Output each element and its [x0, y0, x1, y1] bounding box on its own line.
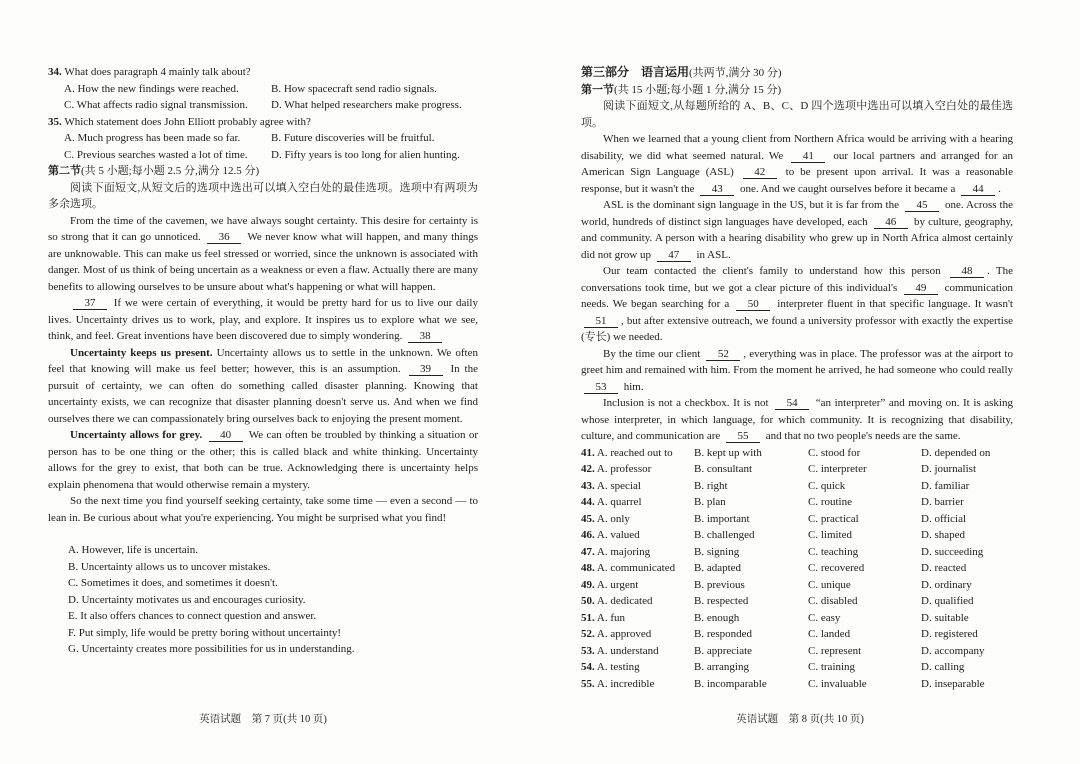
- option-cell: [921, 527, 1013, 544]
- option-cell: [581, 643, 694, 660]
- option-row: [581, 610, 1013, 627]
- option-cell: [694, 593, 808, 610]
- question-text: What does paragraph 4 mainly talk about?: [64, 66, 251, 78]
- part-title: 第三部分 语言运用: [581, 65, 690, 79]
- option-a: A. understand: [596, 644, 659, 657]
- question-text: Which statement does John Elliott probably agree with?: [64, 115, 311, 128]
- answer-blank: 50: [736, 298, 770, 311]
- option-cell: [921, 544, 1013, 561]
- option-cell: [694, 676, 808, 693]
- option-row: [581, 544, 1013, 561]
- part-3-heading: [581, 64, 1013, 82]
- option-cell: [921, 478, 1013, 495]
- option-a: A. professor: [596, 463, 652, 475]
- text-segment: “an interpreter” and moving on. It is asking whose interpreter, in which language, for which community. It is recognizing that disability, culture, and communication are: [581, 397, 1013, 442]
- page-8: [581, 64, 1013, 692]
- choice-a: A. However, life is uncertain.: [68, 544, 198, 556]
- option-b: B. responded: [694, 628, 753, 640]
- answer-blank: 44: [961, 183, 995, 196]
- text-segment: one. And we caught ourselves before it became a: [737, 182, 959, 195]
- option-cell: [581, 478, 694, 495]
- option-a: A. dedicated: [596, 595, 653, 607]
- text-segment: to be present upon arrival. It was a reasonable response, but it wasn't the: [581, 166, 1013, 195]
- option-d: D. barrier: [921, 496, 964, 508]
- section-2-heading: [48, 163, 478, 180]
- option-c: C. represent: [808, 644, 862, 657]
- answer-blank: 41: [791, 150, 825, 163]
- option-c: C. invaluable: [808, 677, 867, 690]
- question-number: 34.: [48, 66, 62, 78]
- option-d: D. succeeding: [921, 545, 984, 558]
- option-b: B. consultant: [694, 463, 753, 475]
- option-b: B. incomparable: [694, 677, 767, 690]
- option-row: [581, 676, 1013, 693]
- section-title: 第二节: [48, 165, 81, 177]
- option-a: A. urgent: [596, 578, 639, 591]
- option-a: A. approved: [596, 628, 652, 640]
- option-d: D. ordinary: [921, 578, 972, 591]
- section-detail: (共 15 小题;每小题 1 分,满分 15 分): [614, 83, 782, 96]
- option-a: A. How the new findings were reached.: [64, 82, 239, 95]
- text-segment: communication needs. We began searching for a: [581, 281, 1013, 310]
- option-d: D. official: [921, 512, 967, 525]
- option-b: B. important: [694, 512, 750, 525]
- option-a: A. majoring: [596, 545, 651, 558]
- option-cell: [808, 610, 921, 627]
- section-instruction: 阅读下面短文,从短文后的选项中选出可以填入空白处的最佳选项。选项中有两项为多余选项。: [48, 181, 478, 210]
- bold-lead: Uncertainty allows for grey.: [70, 429, 203, 441]
- option-c: C. routine: [808, 496, 852, 508]
- option-cell: [808, 643, 921, 660]
- option-b: B. plan: [694, 496, 726, 508]
- option-cell: [581, 610, 694, 627]
- option-cell: [694, 527, 808, 544]
- option-b: B. How spacecraft send radio signals.: [271, 82, 437, 95]
- question-number: 54.: [581, 661, 595, 673]
- option-row: [581, 527, 1013, 544]
- option-cell: [694, 445, 808, 462]
- paragraph: [581, 197, 1013, 263]
- option-cell: [808, 544, 921, 561]
- question-35: [48, 114, 478, 164]
- option-cell: [581, 659, 694, 676]
- question-number: 43.: [581, 479, 595, 492]
- answer-blank: 47: [657, 249, 691, 262]
- option-d: D. calling: [921, 661, 965, 673]
- option-cell: [694, 461, 808, 478]
- option-d: D. registered: [921, 628, 978, 640]
- option-row: [581, 577, 1013, 594]
- option-c: C. landed: [808, 628, 851, 640]
- option-cell: [921, 494, 1013, 511]
- option-cell: [694, 478, 808, 495]
- option-row: [581, 445, 1013, 462]
- option-d: D. familiar: [921, 479, 970, 492]
- choice-b: B. Uncertainty allows us to uncover mistakes.: [68, 560, 271, 573]
- answer-blank: 45: [905, 199, 939, 212]
- question-number: 52.: [581, 628, 595, 640]
- text-segment: by culture, geography, and community. A person with a hearing disability who grew up in North Africa almost certainly did not grow up: [581, 215, 1013, 261]
- text-segment: in ASL.: [693, 248, 731, 261]
- option-a: A. Much progress has been made so far.: [64, 132, 241, 144]
- option-cell: [921, 461, 1013, 478]
- choice-d: D. Uncertainty motivates us and encourages curiosity.: [68, 593, 306, 606]
- option-c: C. easy: [808, 611, 841, 624]
- option-cell: [581, 593, 694, 610]
- answer-blank: 39: [409, 363, 443, 376]
- answer-blank: 48: [950, 265, 984, 278]
- text-segment: our local partners and arranged for an American Sign Language (ASL): [581, 149, 1013, 178]
- option-cell: [808, 560, 921, 577]
- option-d: D. Fifty years is too long for alien hunting.: [271, 148, 460, 161]
- text-segment: [202, 429, 205, 441]
- paragraph: [48, 345, 478, 428]
- option-a: A. quarrel: [596, 496, 642, 508]
- bold-lead: Uncertainty keeps us present.: [70, 346, 213, 359]
- answer-blank: 40: [209, 429, 243, 442]
- choice-list: [48, 542, 478, 658]
- option-b: B. respected: [694, 595, 749, 607]
- page-7: [48, 64, 478, 658]
- text-segment: In the pursuit of certainty, we can often do something called disaster planning. Knowing that uncertainty exists, we can recognize that disaster planning doesn't serve us. And when we find ourselves there we can compassionately bring ourselves back to enjoying the present moment.: [48, 363, 478, 425]
- question-number: 55.: [581, 677, 595, 690]
- text-segment: From the time of the cavemen, we have always sought certainty. This desire for certainty is so strong that it can go unnoticed.: [48, 214, 478, 243]
- question-number: 51.: [581, 611, 595, 624]
- paragraph: [581, 395, 1013, 445]
- option-c: C. interpreter: [808, 463, 867, 475]
- text-segment: We never know what will happen, and many things are unknowable. This can make us feel stressed or worried, since the unknown is associated with danger. Most of us think of being uncertain as a weakness or even a flaw. Actually there are many benefits to allowing ourselves to be unsure about what's happening or what will happen.: [48, 231, 479, 293]
- choice-e: E. It also offers chances to connect question and answer.: [68, 610, 317, 622]
- text-segment: If we were certain of everything, it would be pretty hard for us to live our daily lives. Uncertainty drives us to work, play, and explore. It inspires us to explore what we see, think, and feel. Great inventions have been discovered due to simply wondering.: [48, 297, 478, 342]
- option-a: A. only: [596, 512, 630, 525]
- text-segment: Our team contacted the client's family to understand how this person: [603, 265, 948, 277]
- option-b: B. arranging: [694, 661, 749, 673]
- question-number: 35.: [48, 115, 62, 128]
- section-instruction: 阅读下面短文,从每题所给的 A、B、C、D 四个选项中选出可以填入空白处的最佳选项。: [581, 100, 1013, 129]
- answer-blank: 51: [584, 315, 618, 328]
- section-detail: (共 5 小题;每小题 2.5 分,满分 12.5 分): [81, 165, 260, 177]
- answer-blank: 46: [874, 216, 908, 229]
- question-number: 49.: [581, 578, 595, 591]
- option-c: C. training: [808, 661, 856, 673]
- part-detail: (共两节,满分 30 分): [689, 67, 782, 79]
- paragraph: [581, 131, 1013, 197]
- option-a: A. testing: [596, 661, 640, 673]
- option-cell: [694, 659, 808, 676]
- option-row: [581, 494, 1013, 511]
- option-d: D. qualified: [921, 595, 974, 607]
- passage: [48, 213, 478, 527]
- option-cell: [921, 643, 1013, 660]
- option-b: B. signing: [694, 545, 740, 558]
- option-d: D. journalist: [921, 463, 976, 475]
- option-cell: [581, 560, 694, 577]
- option-c: C. disabled: [808, 595, 858, 607]
- option-cell: [808, 478, 921, 495]
- text-segment: interpreter fluent in that specific language. It wasn't: [773, 298, 1013, 310]
- option-cell: [694, 494, 808, 511]
- answer-blank: 36: [207, 231, 241, 244]
- option-c: C. quick: [808, 479, 846, 492]
- option-d: D. reacted: [921, 562, 967, 574]
- question-number: 41.: [581, 446, 595, 459]
- question-34: [48, 64, 478, 114]
- option-cell: [921, 577, 1013, 594]
- answer-blank: 42: [743, 166, 777, 179]
- answer-blank: 49: [904, 282, 938, 295]
- option-cell: [581, 511, 694, 528]
- answer-blank: 38: [408, 330, 442, 343]
- option-a: A. special: [596, 479, 641, 492]
- option-d: D. inseparable: [921, 677, 985, 690]
- option-b: B. enough: [694, 611, 740, 624]
- question-number: 50.: [581, 595, 595, 607]
- text-segment: Inclusion is not a checkbox. It is not: [603, 397, 773, 409]
- option-cell: [808, 511, 921, 528]
- option-c: C. stood for: [808, 446, 861, 459]
- section-title: 第一节: [581, 83, 614, 96]
- option-cell: [581, 577, 694, 594]
- option-b: B. previous: [694, 578, 745, 591]
- question-number: 46.: [581, 529, 595, 541]
- option-a: A. incredible: [596, 677, 655, 690]
- paragraph: [48, 493, 478, 526]
- option-cell: [808, 461, 921, 478]
- option-row: [581, 643, 1013, 660]
- option-cell: [808, 626, 921, 643]
- option-d: D. accompany: [921, 644, 985, 657]
- option-c: C. recovered: [808, 562, 865, 574]
- paragraph: [581, 346, 1013, 396]
- option-cell: [581, 626, 694, 643]
- answer-blank: 54: [775, 397, 809, 410]
- option-cell: [808, 659, 921, 676]
- option-cell: [581, 494, 694, 511]
- paragraph: [48, 213, 478, 296]
- text-segment: him.: [621, 380, 644, 393]
- page-footer: 英语试题 第 7 页(共 10 页): [199, 714, 327, 725]
- option-row: [581, 478, 1013, 495]
- option-cell: [581, 544, 694, 561]
- option-d: D. suitable: [921, 611, 969, 624]
- text-segment: . The conversations took time, but we got a clear picture of this individual's: [581, 265, 1013, 294]
- text-segment: So the next time you find yourself seeking certainty, take some time — even a second — to lean in. Be curious about what you're experiencing. You might be surprised what you find!: [48, 495, 478, 524]
- answer-blank: 53: [584, 381, 618, 394]
- question-number: 45.: [581, 512, 595, 525]
- paragraph: [48, 295, 478, 345]
- text-segment: We can often be troubled by thinking a situation or person has to be one thing or the other; this is called black and white thinking. Uncertainty allows for the grey to exist, that both can be true. Acknowledging there is uncertainty helps explain phenomena that would otherwise remain a mystery.: [48, 429, 478, 491]
- answer-blank: 55: [726, 430, 760, 443]
- option-cell: [808, 527, 921, 544]
- answer-blank: 52: [706, 348, 740, 361]
- question-number: 44.: [581, 496, 595, 508]
- option-cell: [808, 676, 921, 693]
- choice-g: G. Uncertainty creates more possibilities for us in understanding.: [68, 643, 355, 655]
- option-c: C. practical: [808, 512, 859, 525]
- option-cell: [921, 676, 1013, 693]
- options-table: [581, 445, 1013, 693]
- option-b: B. challenged: [694, 529, 755, 541]
- question-number: 48.: [581, 562, 595, 574]
- option-c: C. What affects radio signal transmission.: [64, 99, 248, 111]
- option-b: B. adapted: [694, 562, 742, 574]
- option-row: [581, 626, 1013, 643]
- option-row: [581, 659, 1013, 676]
- option-cell: [808, 445, 921, 462]
- option-cell: [808, 577, 921, 594]
- option-cell: [921, 560, 1013, 577]
- choice-c: C. Sometimes it does, and sometimes it doesn't.: [68, 577, 278, 589]
- option-row: [581, 461, 1013, 478]
- option-cell: [581, 527, 694, 544]
- option-cell: [581, 445, 694, 462]
- text-segment: one. Across the world, hundreds of distinct sign languages have developed, each: [581, 199, 1013, 228]
- option-cell: [694, 610, 808, 627]
- option-cell: [694, 626, 808, 643]
- option-cell: [694, 511, 808, 528]
- paragraph: [48, 427, 478, 493]
- option-cell: [921, 626, 1013, 643]
- option-cell: [921, 659, 1013, 676]
- text-segment: .: [998, 182, 1001, 195]
- option-cell: [581, 676, 694, 693]
- answer-blank: 37: [73, 297, 107, 310]
- option-a: A. communicated: [596, 562, 676, 574]
- option-cell: [921, 511, 1013, 528]
- option-a: A. fun: [596, 611, 626, 624]
- option-cell: [694, 560, 808, 577]
- text-segment: , everything was in place. The professor was at the airport to greet him and remained with him. From the moment he arrived, he had someone who could really: [581, 347, 1013, 376]
- passage: [581, 131, 1013, 445]
- question-number: 47.: [581, 545, 595, 558]
- option-cell: [921, 445, 1013, 462]
- text-segment: By the time our client: [603, 347, 704, 360]
- option-cell: [921, 610, 1013, 627]
- option-c: C. unique: [808, 578, 851, 591]
- question-number: 42.: [581, 463, 595, 475]
- option-d: D. shaped: [921, 529, 965, 541]
- option-cell: [694, 577, 808, 594]
- paragraph: [581, 263, 1013, 346]
- text-segment: Uncertainty allows us to settle in the unknown. We often feel that knowing will make us feel better; however, this is an assumption.: [48, 346, 479, 375]
- option-a: A. valued: [596, 529, 640, 541]
- text-segment: and that no two people's needs are the same.: [763, 430, 961, 442]
- question-number: 53.: [581, 644, 595, 657]
- option-cell: [581, 461, 694, 478]
- option-cell: [808, 494, 921, 511]
- option-row: [581, 593, 1013, 610]
- answer-blank: 43: [700, 183, 734, 196]
- option-b: B. Future discoveries will be fruitful.: [271, 132, 435, 144]
- choice-f: F. Put simply, life would be pretty boring without uncertainty!: [68, 626, 342, 639]
- option-b: B. kept up with: [694, 446, 762, 459]
- option-c: C. Previous searches wasted a lot of time.: [64, 148, 248, 161]
- option-b: B. right: [694, 479, 728, 492]
- option-row: [581, 560, 1013, 577]
- text-segment: When we learned that a young client from Northern Africa would be arriving with a hearing disability, we did what seemed natural. We: [581, 133, 1013, 162]
- section-1-heading: [581, 82, 1013, 99]
- option-cell: [808, 593, 921, 610]
- option-d: D. depended on: [921, 446, 991, 459]
- text-segment: , but after extensive outreach, we found a university professor with exactly the expertise (专长) we needed.: [581, 314, 1013, 343]
- option-c: C. teaching: [808, 545, 859, 558]
- option-b: B. appreciate: [694, 644, 753, 657]
- option-d: D. What helped researchers make progress.: [271, 99, 462, 111]
- option-cell: [921, 593, 1013, 610]
- text-segment: ASL is the dominant sign language in the US, but it is far from the: [603, 199, 902, 211]
- option-cell: [694, 643, 808, 660]
- option-a: A. reached out to: [596, 446, 673, 459]
- page-footer: 英语试题 第 8 页(共 10 页): [736, 714, 864, 725]
- option-cell: [694, 544, 808, 561]
- option-row: [581, 511, 1013, 528]
- option-c: C. limited: [808, 529, 852, 541]
